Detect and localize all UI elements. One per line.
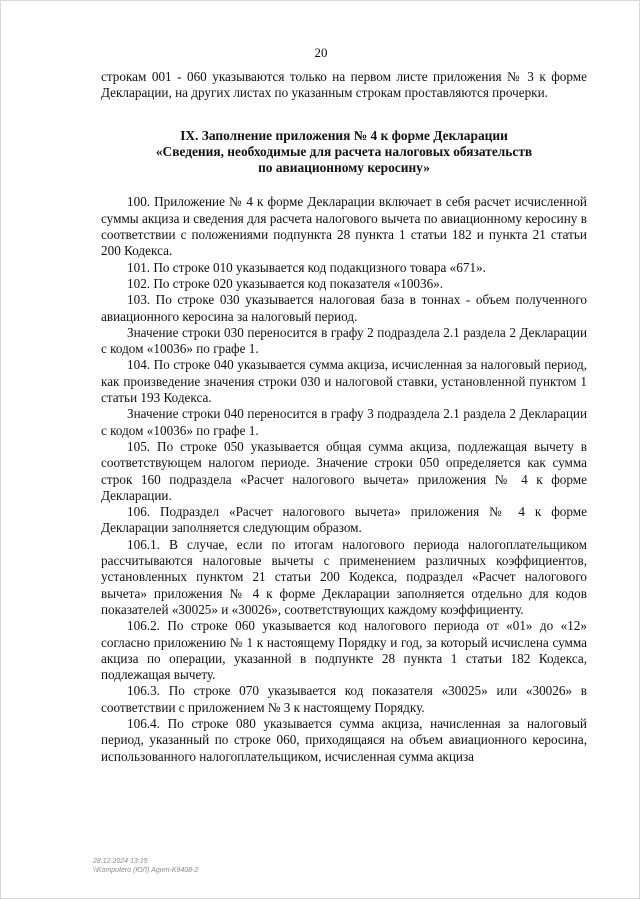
paragraph-104: 104. По строке 040 указывается сумма акциза, исчисленная за налоговый период, как произведение значения строки 030 и налоговой ставки, установленной пунктом 1 статьи 193 Кодекса. — [101, 357, 587, 406]
paragraph-106: 106. Подраздел «Расчет налогового вычета» приложения № 4 к форме Декларации заполняется следующим образом. — [101, 504, 587, 536]
paragraph-105: 105. По строке 050 указывается общая сумма акциза, подлежащая вычету в соответствующем налогом периоде. Значение строки 050 определяется как сумма строк 160 подраздела «Расчет налогового вычета» приложения № 4 к форме Декларации. — [101, 438, 587, 503]
continuation-paragraph: строкам 001 - 060 указываются только на первом листе приложения № 3 к форме Декларации, на других листах по указанным строкам проставляются прочерки. — [101, 69, 587, 101]
paragraph-106-2: 106.2. По строке 060 указывается код налогового периода от «01» до «12» согласно приложению № 1 к настоящему Порядку и год, за который исчислена сумма акциза по операции, указанной в подпункте 28 пункта 1 статьи 182 Кодекса, подлежащая вычету. — [101, 618, 587, 683]
print-stamp-date: 28.12.2024 13:15 — [93, 858, 148, 865]
section-heading-line-3: по авиационному керосину» — [258, 160, 430, 176]
paragraph-100: 100. Приложение № 4 к форме Декларации включает в себя расчет исчисленной суммы акциза и сведения для расчета налогового вычета по авиационному керосину в соответствии с положениями подпункта 28 пункта 1 статьи 182 и пункта 21 статьи 200 Кодекса. — [101, 194, 587, 259]
print-stamp-path: \\Komputero (ЮЛ) Аgнт-K9408-2 — [93, 867, 199, 874]
paragraph-104-note: Значение строки 040 переносится в графу 3 подраздела 2.1 раздела 2 Декларации с кодом «10036» по графе 1. — [101, 406, 587, 438]
section-heading — [101, 128, 587, 177]
paragraph-101: 101. По строке 010 указывается код подакцизного товара «671». — [127, 259, 486, 275]
paragraph-103: 103. По строке 030 указывается налоговая база в тоннах - объем полученного авиационного керосина за налоговый период. — [101, 292, 587, 324]
paragraph-102: 102. По строке 020 указывается код показателя «10036». — [127, 275, 444, 291]
print-stamp — [93, 857, 198, 875]
section-heading-line-1: IX. Заполнение приложения № 4 к форме Декларации — [180, 127, 508, 143]
document-body — [101, 69, 587, 765]
paragraph-103-note: Значение строки 030 переносится в графу 2 подраздела 2.1 раздела 2 Декларации с кодом «10036» по графе 1. — [101, 324, 587, 357]
paragraph-106-3: 106.3. По строке 070 указывается код показателя «30025» или «30026» в соответствии с приложением № 3 к настоящему Порядку. — [101, 683, 587, 715]
page-number: 20 — [314, 45, 328, 60]
paragraph-106-1: 106.1. В случае, если по итогам налогового периода налогоплательщиком рассчитываются налоговые вычеты с применением различных коэффициентов, установленных пунктом 21 статьи 200 Кодекса, подраздел «Расчет налогового вычета» приложения № 4 к форме Декларации заполняется отдельно для кодов показателей «30025» и «30026», соответствующих каждому коэффициенту. — [101, 536, 587, 617]
paragraph-106-4: 106.4. По строке 080 указывается сумма акциза, начисленная за налоговый период, указанный по строке 060, приходящаяся на объем авиационного керосина, использованного налогоплательщиком, исчисленная сумма акциза — [101, 715, 587, 764]
section-heading-line-2: «Сведения, необходимые для расчета налоговых обязательств — [155, 143, 533, 159]
